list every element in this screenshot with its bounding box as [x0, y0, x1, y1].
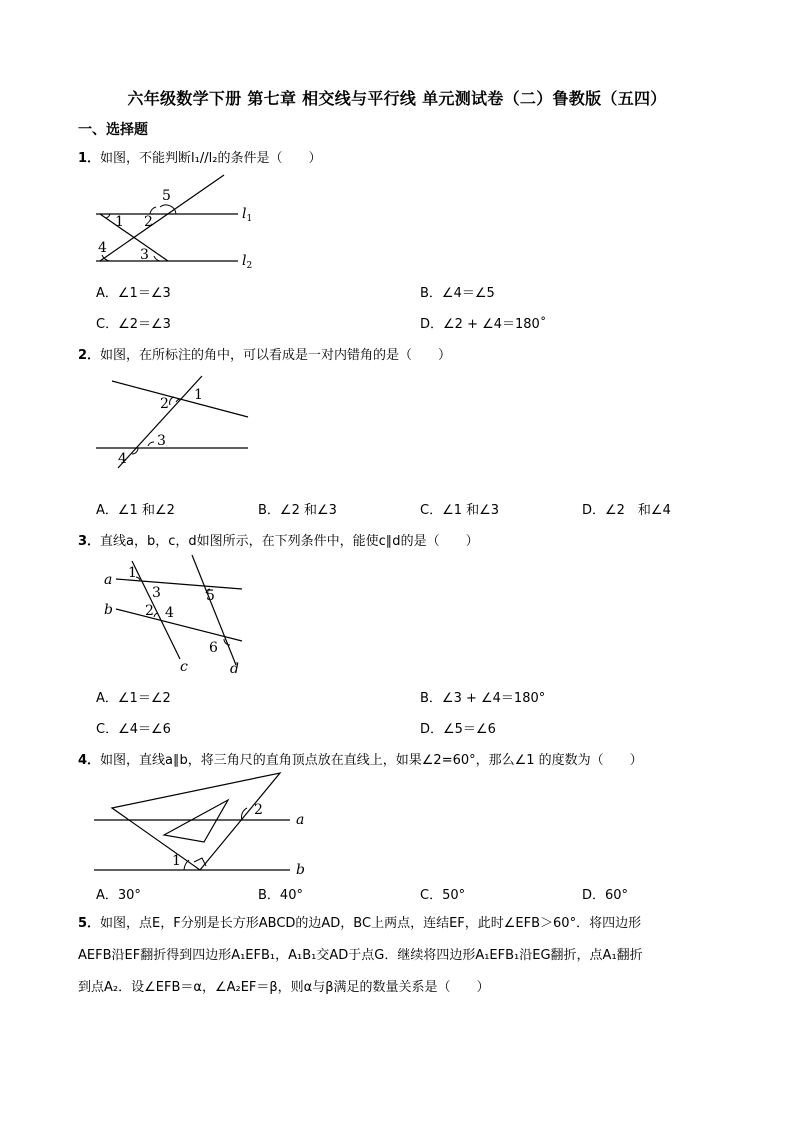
- transversal: [118, 376, 202, 468]
- question-line: [78, 908, 748, 940]
- angle-label-3: 3: [152, 585, 161, 601]
- question-1: [78, 147, 321, 166]
- angle-label-6: 6: [209, 640, 218, 656]
- question-number: 5．: [78, 916, 101, 931]
- figure-q4: [90, 770, 320, 876]
- triangle-ruler-inner: [164, 800, 228, 842]
- angle-arc-2: [150, 207, 156, 214]
- question-number: 2．: [78, 348, 101, 363]
- line-label-b: b: [104, 602, 113, 618]
- option-a: A．30°: [96, 888, 141, 903]
- question-text-line-3: 到点A₂．设∠EFB＝α，∠A₂EF＝β，则α与β满足的数量关系是（ ）: [78, 980, 490, 995]
- angle-label-2: 2: [144, 214, 153, 230]
- line-label-d: d: [230, 661, 239, 677]
- angle-arc-3: [154, 256, 160, 261]
- angle-label-4: 4: [165, 605, 174, 621]
- angle-label-4: 4: [118, 451, 127, 467]
- angle-label-4: 4: [98, 240, 107, 256]
- option-a: A．∠1 和∠2: [96, 503, 175, 518]
- angle-label-2: 2: [145, 603, 154, 619]
- line-label-a: a: [104, 572, 113, 588]
- option-d: D．∠2 和∠4: [582, 503, 671, 518]
- option-b: B．∠4＝∠5: [420, 286, 495, 301]
- line-label-a: a: [296, 812, 305, 828]
- line-b: [116, 609, 242, 641]
- angle-label-1: 1: [115, 214, 124, 230]
- option-b: B．40°: [258, 888, 303, 903]
- question-text: 如图，在所标注的角中，可以看成是一对内错角的是（ ）: [100, 348, 452, 363]
- question-3: [78, 530, 479, 549]
- angle-label-2: 2: [254, 802, 263, 818]
- figure-q2: [90, 372, 260, 472]
- section-heading: 一、选择题: [78, 122, 148, 138]
- figure-q1: [90, 170, 280, 270]
- page-title: 六年级数学下册 第七章 相交线与平行线 单元测试卷（二）鲁教版（五四）: [127, 89, 667, 108]
- angle-label-1: 1: [194, 387, 203, 403]
- angle-arc-3: [148, 442, 154, 446]
- angle-label-5: 5: [162, 188, 171, 204]
- line-label-b: b: [296, 862, 305, 878]
- angle-label-3: 3: [157, 433, 166, 449]
- option-c: C．∠2＝∠3: [96, 317, 171, 332]
- option-c: C．50°: [420, 888, 466, 903]
- angle-label-1: 1: [128, 565, 137, 581]
- triangle-ruler-outer: [112, 773, 280, 870]
- option-a: A．∠1＝∠3: [96, 286, 171, 301]
- question-number: 1．: [78, 151, 101, 166]
- line-label-l2: $l_2$: [242, 253, 253, 271]
- option-c: C．∠4＝∠6: [96, 722, 171, 737]
- option-b: B．∠3 + ∠4＝180°: [420, 691, 546, 706]
- option-b: B．∠2 和∠3: [258, 503, 337, 518]
- question-text: 直线a，b，c，d如图所示，在下列条件中，能使c∥d的是（ ）: [100, 534, 479, 549]
- question-5: [78, 908, 748, 1004]
- option-d: D．60°: [582, 888, 629, 903]
- option-c: C．∠1 和∠3: [420, 503, 500, 518]
- angle-arc-1: [106, 214, 110, 218]
- option-d: D．∠2 + ∠4＝180˚: [420, 317, 547, 332]
- angle-label-3: 3: [140, 247, 149, 263]
- line-label-c: c: [180, 659, 188, 675]
- question-text: 如图，直线a∥b，将三角尺的直角顶点放在直线上，如果∠2=60°，那么∠1 的度数为（ ）: [100, 753, 643, 768]
- angle-label-2: 2: [160, 396, 169, 412]
- line-label-l1: $l_1$: [242, 206, 253, 224]
- angle-label-1: 1: [172, 853, 181, 869]
- option-d: D．∠5＝∠6: [420, 722, 496, 737]
- question-4: [78, 749, 643, 768]
- question-text-line-1: 如图，点E，F分别是长方形ABCD的边AD，BC上两点，连结EF，此时∠EFB＞60°．将四边形: [100, 916, 642, 931]
- figure-q3: [96, 555, 256, 680]
- angle-label-5: 5: [206, 588, 215, 604]
- option-a: A．∠1＝∠2: [96, 691, 171, 706]
- angle-arc-2: [170, 397, 174, 405]
- question-text-line-2: AEFB沿EF翻折得到四边形A₁EFB₁，A₁B₁交AD于点G．继续将四边形A₁EFB₁沿EG翻折，点A₁翻折: [78, 948, 643, 963]
- angle-arc-2: [154, 613, 158, 617]
- question-2: [78, 344, 451, 363]
- question-number: 4．: [78, 753, 101, 768]
- question-number: 3．: [78, 534, 101, 549]
- question-text: 如图，不能判断l₁//l₂的条件是（ ）: [100, 151, 322, 166]
